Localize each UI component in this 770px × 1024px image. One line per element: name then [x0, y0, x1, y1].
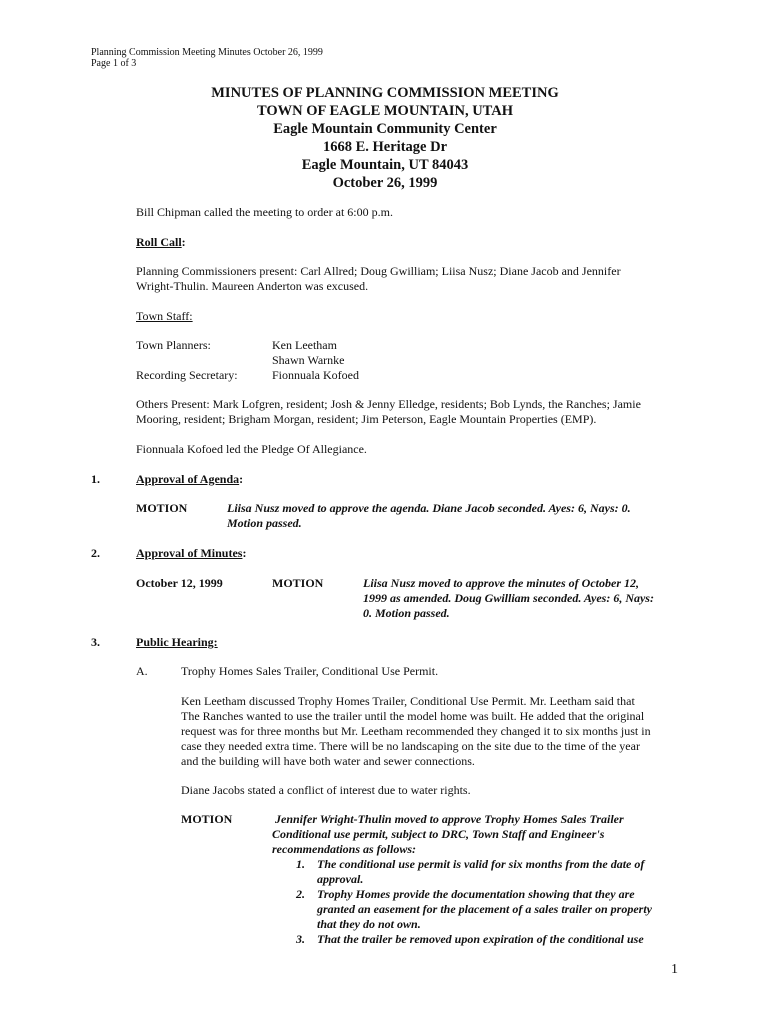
page-number: 1: [671, 962, 678, 977]
motion-text: Motion passed.: [227, 516, 302, 530]
condition-text: The conditional use permit is valid for six months from the date of: [317, 857, 645, 871]
motion-text: 0. Motion passed.: [363, 606, 450, 620]
running-header-page: Page 1 of 3: [91, 58, 137, 69]
public-hearing-heading: Public Hearing:: [136, 635, 218, 649]
discussion-paragraph: request was for three months but Mr. Leetham recommended they changed it to six months just in: [181, 724, 651, 738]
document-title: [0, 84, 770, 192]
item-number: 3.: [91, 635, 100, 649]
planner-name: Ken Leetham: [272, 338, 337, 352]
condition-text: approval.: [317, 872, 364, 886]
title-line: Eagle Mountain Community Center: [273, 121, 497, 137]
motion-text: Conditional use permit, subject to DRC, Town Staff and Engineer's: [272, 827, 605, 841]
recording-secretary-name: Fionnuala Kofoed: [272, 368, 359, 382]
discussion-paragraph: and the building will have both water and sewer connections.: [181, 754, 475, 768]
agenda-heading: Approval of Agenda:: [136, 472, 244, 486]
town-planners-label: Town Planners:: [136, 338, 211, 352]
conflict-statement: Diane Jacobs stated a conflict of interest due to water rights.: [181, 783, 471, 797]
motion-text: Liisa Nusz moved to approve the agenda. Diane Jacob seconded. Ayes: 6, Nays: 0.: [227, 501, 631, 515]
commissioners-present: Planning Commissioners present: Carl Allred; Doug Gwilliam; Liisa Nusz; Diane Jacob and Jennifer: [136, 264, 621, 278]
condition-text: Trophy Homes provide the documentation showing that they are: [317, 887, 635, 901]
recording-secretary-label: Recording Secretary:: [136, 368, 238, 382]
planner-name: Shawn Warnke: [272, 353, 345, 367]
call-to-order: Bill Chipman called the meeting to order at 6:00 p.m.: [136, 205, 393, 219]
condition-number: 1.: [296, 857, 305, 871]
motion-text: recommendations as follows:: [272, 842, 417, 856]
running-header-title: Planning Commission Meeting Minutes October 26, 1999: [91, 47, 323, 58]
sub-item-title: Trophy Homes Sales Trailer, Conditional Use Permit.: [181, 664, 439, 678]
title-line: Eagle Mountain, UT 84043: [301, 157, 469, 173]
commissioners-present: Wright-Thulin. Maureen Anderton was excused.: [136, 279, 369, 293]
minutes-heading: Approval of Minutes:: [136, 546, 247, 560]
sub-item-letter: A.: [136, 664, 148, 678]
item-number: 1.: [91, 472, 100, 486]
roll-call-heading: Roll Call:: [136, 235, 186, 249]
condition-number: 3.: [296, 932, 305, 946]
pledge-statement: Fionnuala Kofoed led the Pledge Of Allegiance.: [136, 442, 367, 456]
title-line: MINUTES OF PLANNING COMMISSION MEETING: [211, 85, 559, 101]
others-present: Mooring, resident; Brigham Morgan, resident; Jim Peterson, Eagle Mountain Properties (EMP).: [136, 412, 597, 426]
item-number: 2.: [91, 546, 100, 560]
motion-label: MOTION: [136, 501, 188, 515]
motion-label: MOTION: [181, 812, 233, 826]
motion-label: MOTION: [272, 576, 324, 590]
condition-text: that they do not own.: [317, 917, 421, 931]
title-line: October 26, 1999: [332, 175, 438, 191]
discussion-paragraph: case they needed extra time. There will be no landscaping on the site due to the time of the year: [181, 739, 640, 753]
title-line: TOWN OF EAGLE MOUNTAIN, UTAH: [256, 103, 514, 119]
minutes-date: October 12, 1999: [136, 576, 223, 590]
title-line: 1668 E. Heritage Dr: [322, 139, 448, 155]
motion-text: Liisa Nusz moved to approve the minutes of October 12,: [363, 576, 639, 590]
town-staff-heading: Town Staff:: [136, 309, 193, 323]
motion-text: 1999 as amended. Doug Gwilliam seconded. Ayes: 6, Nays:: [363, 591, 654, 605]
others-present: Others Present: Mark Lofgren, resident; Josh & Jenny Elledge, residents; Bob Lynds, the Ranches; Jamie: [136, 397, 641, 411]
motion-text: Jennifer Wright-Thulin moved to approve Trophy Homes Sales Trailer: [272, 812, 624, 826]
discussion-paragraph: Ken Leetham discussed Trophy Homes Trailer, Conditional Use Permit. Mr. Leetham said that: [181, 694, 635, 708]
condition-text: That the trailer be removed upon expiration of the conditional use: [317, 932, 644, 946]
discussion-paragraph: The Ranches wanted to use the trailer until the model home was built. He added that the original: [181, 709, 645, 723]
condition-text: granted an easement for the placement of a sales trailer on property: [317, 902, 652, 916]
condition-number: 2.: [296, 887, 305, 901]
